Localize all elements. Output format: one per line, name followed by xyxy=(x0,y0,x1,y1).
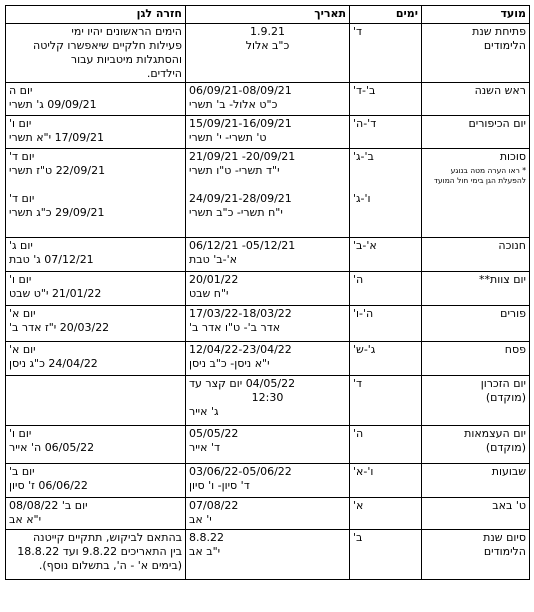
return-date: 06/05/22 ה' אייר xyxy=(9,441,95,454)
table-row xyxy=(6,83,530,116)
date-range: 05/05/22 xyxy=(189,427,239,440)
date-range: 24/09/21-28/09/21 xyxy=(189,192,292,205)
days-cell xyxy=(350,426,422,464)
hebrew-date: ד' אייר xyxy=(189,441,221,454)
return-cell xyxy=(6,116,186,149)
holiday-name: ט' באב xyxy=(492,499,526,512)
holiday-cell xyxy=(422,238,530,272)
days-value: ד' xyxy=(353,377,363,390)
holiday-cell xyxy=(422,24,530,83)
return-day: יום ו' xyxy=(9,117,32,130)
days-cell xyxy=(350,376,422,426)
holiday-cell xyxy=(422,116,530,149)
date-range: 03/06/22-05/06/22 xyxy=(189,465,292,478)
hebrew-date: י' אב xyxy=(189,513,212,526)
hebrew-date: י"ד תשרי- ט"ו תשרי xyxy=(189,164,280,177)
hebrew-date: כ"ב אלול xyxy=(245,39,290,52)
return-day: יום ו' xyxy=(9,273,32,286)
hebrew-date: א'-ב' טבת xyxy=(189,253,237,266)
holiday-name: (מוקדם) xyxy=(485,391,526,404)
days-value: ב'-ג' xyxy=(353,150,374,163)
return-cell xyxy=(6,83,186,116)
return-text: והסתגלות מיטביות עבור xyxy=(70,53,182,66)
return-date: 22/09/21 ט"ז תשרי xyxy=(9,164,106,177)
days-value: ה'-ו' xyxy=(353,307,374,320)
holiday-cell xyxy=(422,149,530,238)
holiday-name: פתיחת שנת xyxy=(472,25,526,38)
days-cell xyxy=(350,464,422,498)
days-cell xyxy=(350,149,422,238)
days-cell xyxy=(350,498,422,530)
date-cell xyxy=(186,498,350,530)
hebrew-date: ג' אייר xyxy=(189,405,219,418)
header-holiday: מועד xyxy=(422,6,530,24)
return-day: יום ד' xyxy=(9,192,35,205)
table-row xyxy=(6,24,530,83)
holiday-table xyxy=(5,5,530,580)
date-range: 06/09/21-08/09/21 xyxy=(189,84,292,97)
date-range: 20/09/21- 21/09/21 xyxy=(189,150,296,163)
date-cell xyxy=(186,342,350,376)
holiday-cell xyxy=(422,498,530,530)
holiday-name: יום העצמאות xyxy=(464,427,526,440)
date-range: 12/04/22-23/04/22 xyxy=(189,343,292,356)
return-day: יום א' xyxy=(9,307,36,320)
return-text: (בימים א' - ה', בתשלום נוסף). xyxy=(38,559,182,572)
return-cell xyxy=(6,272,186,306)
date-range: 07/08/22 xyxy=(189,499,239,512)
holiday-cell xyxy=(422,83,530,116)
header-row xyxy=(6,6,530,24)
days-cell xyxy=(350,272,422,306)
table-row xyxy=(6,238,530,272)
return-cell xyxy=(6,464,186,498)
holiday-cell xyxy=(422,272,530,306)
holiday-cell xyxy=(422,306,530,342)
date-cell xyxy=(186,272,350,306)
holiday-cell xyxy=(422,464,530,498)
days-cell xyxy=(350,238,422,272)
days-cell xyxy=(350,306,422,342)
date-cell xyxy=(186,116,350,149)
table-row xyxy=(6,272,530,306)
return-date: 09/09/21 ג' תשרי xyxy=(9,98,97,111)
hebrew-date: י"א ניסן- כ"ב ניסן xyxy=(189,357,270,370)
return-text: פעילות חלקיים שיאפשרו קליטה xyxy=(33,39,182,52)
table-row xyxy=(6,306,530,342)
date-range: 8.8.22 xyxy=(189,531,224,544)
table-row xyxy=(6,342,530,376)
return-text: בהתאם לביקוש, תתקיים קייטנה xyxy=(32,531,182,544)
return-day: יום ו' xyxy=(9,427,32,440)
hebrew-date: ט' תשרי- י' תשרי xyxy=(189,131,267,144)
days-cell xyxy=(350,83,422,116)
date-cell xyxy=(186,149,350,238)
return-date: 06/06/22 ז' סיון xyxy=(9,479,88,492)
return-cell xyxy=(6,376,186,426)
return-cell xyxy=(6,306,186,342)
return-cell xyxy=(6,530,186,580)
return-day: יום ה xyxy=(9,84,33,97)
date-cell xyxy=(186,238,350,272)
holiday-name: פורים xyxy=(500,307,526,320)
table-row xyxy=(6,498,530,530)
return-cell xyxy=(6,498,186,530)
holiday-cell xyxy=(422,342,530,376)
header-date: תאריך xyxy=(186,6,350,24)
date-cell xyxy=(186,464,350,498)
holiday-name: (מוקדם) xyxy=(485,441,526,454)
days-value: א'-ב' xyxy=(353,239,377,252)
date-cell xyxy=(186,376,350,426)
hebrew-date: כ"ט אלול- ב' תשרי xyxy=(189,98,278,111)
return-text: הימים הראשונים יהיו ימי xyxy=(71,25,182,38)
return-day: יום ב' xyxy=(9,465,35,478)
holiday-name: יום הכיפורים xyxy=(468,117,526,130)
date-range: 15/09/21-16/09/21 xyxy=(189,117,292,130)
date-range: 1.9.21 xyxy=(250,25,285,38)
days-value: ה' xyxy=(353,273,364,286)
date-cell xyxy=(186,306,350,342)
return-cell xyxy=(6,24,186,83)
days-value: ד' xyxy=(353,25,363,38)
return-date: 07/12/21 ג' טבת xyxy=(9,253,94,266)
holiday-name: שבועות xyxy=(491,465,526,478)
table-row xyxy=(6,376,530,426)
holiday-name: יום צוות** xyxy=(478,273,526,286)
return-hebrew-date: י"א אב xyxy=(9,513,42,526)
holiday-name: הלימודים xyxy=(483,39,526,52)
table-row xyxy=(6,116,530,149)
return-cell xyxy=(6,238,186,272)
return-text: הילדים. xyxy=(146,67,182,80)
return-date: 29/09/21 כ"ג תשרי xyxy=(9,206,105,219)
days-cell xyxy=(350,116,422,149)
return-cell xyxy=(6,426,186,464)
return-date: יום ב' 08/08/22 xyxy=(9,499,88,512)
holiday-cell xyxy=(422,426,530,464)
date-range: 17/03/22-18/03/22 xyxy=(189,307,292,320)
days-value: ג'-ש' xyxy=(353,343,376,356)
return-cell xyxy=(6,149,186,238)
days-value: ו'-ג' xyxy=(353,192,371,205)
date-cell xyxy=(186,24,350,83)
hebrew-date: י"ח תשרי- כ"ב תשרי xyxy=(189,206,283,219)
holiday-cell xyxy=(422,530,530,580)
date-note: 12:30 xyxy=(251,391,284,404)
return-day: יום ג' xyxy=(9,239,33,252)
holiday-schedule xyxy=(5,5,529,580)
hebrew-date: ד' סיון- ו' סיון xyxy=(189,479,250,492)
days-cell xyxy=(350,342,422,376)
table-row xyxy=(6,530,530,580)
return-date: 24/04/22 כ"ג ניסן xyxy=(9,357,98,370)
holiday-cell xyxy=(422,376,530,426)
date-cell xyxy=(186,83,350,116)
hebrew-date: י"ב אב xyxy=(189,545,221,558)
holiday-name: הלימודים xyxy=(483,545,526,558)
date-range: 20/01/22 xyxy=(189,273,239,286)
table-row xyxy=(6,464,530,498)
table-row xyxy=(6,426,530,464)
days-value: ו'-א' xyxy=(353,465,374,478)
days-cell xyxy=(350,530,422,580)
return-day: יום ד' xyxy=(9,150,35,163)
header-return: חזרה לגן xyxy=(6,6,186,24)
days-value: ד'-ה' xyxy=(353,117,377,130)
date-range: 05/12/21- 06/12/21 xyxy=(189,239,296,252)
return-date: 17/09/21 י"א תשרי xyxy=(9,131,104,144)
return-date: 20/03/22 י"ז אדר ב' xyxy=(9,321,110,334)
days-value: ה' xyxy=(353,427,364,440)
header-days: ימים xyxy=(350,6,422,24)
holiday-name: פסח xyxy=(504,343,526,356)
return-cell xyxy=(6,342,186,376)
return-day: יום א' xyxy=(9,343,36,356)
days-value: א' xyxy=(353,499,364,512)
holiday-name: סיום שנת xyxy=(483,531,526,544)
days-cell xyxy=(350,24,422,83)
holiday-name: סוכות xyxy=(499,150,526,163)
date-range: 04/05/22 יום קצר עד xyxy=(189,377,296,390)
holiday-name: ראש השנה xyxy=(474,84,526,97)
date-cell xyxy=(186,530,350,580)
date-cell xyxy=(186,426,350,464)
days-value: ב'-ד' xyxy=(353,84,376,97)
hebrew-date: אדר ב'- ט"ו אדר ב' xyxy=(189,321,281,334)
table-row xyxy=(6,149,530,238)
days-value: ב' xyxy=(353,531,363,544)
holiday-note: * ראו הערה מטה בנוגע להפעלת הגן בימי חול המועד xyxy=(433,166,526,185)
hebrew-date: י"ח שבט xyxy=(189,287,229,300)
holiday-name: יום הזכרון xyxy=(480,377,526,390)
return-date: 21/01/22 י"ט שבט xyxy=(9,287,102,300)
return-text: בין התאריכים 9.8.22 ועד 18.8.22 xyxy=(17,545,182,558)
holiday-name: חנוכה xyxy=(498,239,526,252)
